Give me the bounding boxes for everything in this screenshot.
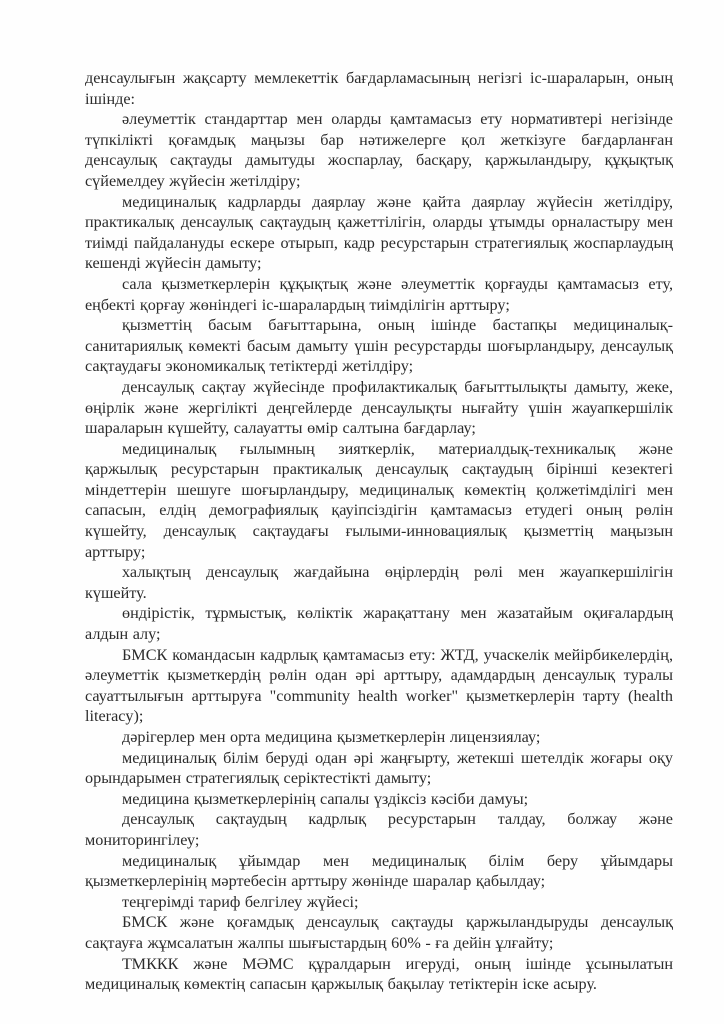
paragraph: халықтың денсаулық жағдайына өңірлердің рөлі мен жауапкершілігін күшейту. (85, 563, 673, 602)
paragraph: сала қызметкерлерін құқықтық және әлеуметтік қорғауды қамтамасыз ету, еңбекті қорғау жөніндегі іс-шаралардың тиімділігін арттыру; (85, 274, 673, 314)
paragraph: өндірістік, тұрмыстық, көліктік жарақаттану мен жазатайым оқиғалардың алдын алу; (85, 604, 673, 644)
document-text-block (85, 68, 673, 995)
paragraph: БМСК және қоғамдық денсаулық сақтауды қаржыландыруды денсаулық сақтауға жұмсалатын жалпы шығыстардың 60% - ға дейін ұлғайту; (85, 913, 673, 952)
paragraph: дәрігерлер мен орта медицина қызметкерлерін лицензиялау; (122, 728, 541, 746)
paragraph: медицина қызметкерлерінің сапалы үздіксіз кәсіби дамуы; (122, 789, 529, 808)
paragraph: әлеуметтік стандарттар мен оларды қамтамасыз ету нормативтері негізінде түпкілікті қоғамдық маңызы бар нәтижелерге қол жеткізуге бағдарланған денсаулық сақтауды дамытуды жоспарлау, басқару, қаржыландыру, құқықтық сүйемелдеу жүйесін жетілдіру; (85, 110, 673, 190)
paragraph: медициналық білім беруді одан әрі жаңғырту, жетекші шетелдік жоғары оқу орындарымен стратегиялық серіктестікті дамыту; (85, 748, 673, 788)
paragraph: денсаулығын жақсарту мемлекеттік бағдарламасының негізгі іс-шараларын, оның ішінде: (85, 69, 673, 108)
paragraph: денсаулық сақтау жүйесінде профилактикалық бағыттылықты дамыту, жеке, өңірлік және жергілікті деңгейлерде денсаулықты нығайту үшін жауапкершілік шараларын күшейту, салауатты өмір салтына бағдарлау; (85, 377, 673, 438)
paragraph: медициналық кадрларды даярлау және қайта даярлау жүйесін жетілдіру, практикалық денсаулық сақтаудың қажеттілігін, оларды ұтымды орналастыру мен тиімді пайдалануды ескере отырып, кадр ресурстарын стратегиялық жоспарлаудың кешенді жүйесін дамыту; (85, 192, 673, 273)
paragraph: медициналық ғылымның зияткерлік, материалдық-техникалық және қаржылық ресурстарын практикалық денсаулық сақтаудың бірінші кезектегі міндеттерін шешуге шоғырландыру, медициналық көмектің қолжетімділігі мен сапасын, елдің демографиялық қауіпсіздігін қамтамасыз етудегі оның рөлін күшейту, денсаулық сақтаудағы ғылыми-инновациялық қызметтің маңызын арттыру; (85, 439, 673, 561)
paragraph: қызметтің басым бағыттарына, оның ішінде бастапқы медициналық-санитариялық көмекті басым дамыту үшін ресурстарды шоғырландыру, денсаулық сақтаудағы экономикалық тетіктерді жетілдіру; (85, 316, 673, 376)
paragraph: медициналық ұйымдар мен медициналық білім беру ұйымдары қызметкерлерінің мәртебесін арттыру жөнінде шаралар қабылдау; (85, 851, 673, 891)
paragraph: денсаулық сақтаудың кадрлық ресурстарын талдау, болжау және мониторингілеу; (85, 810, 673, 849)
paragraph: ТМККК және МӘМС құралдарын игеруді, оның ішінде ұсынылатын медициналық көмектің сапасын қаржылық бақылау тетіктерін іске асыру. (85, 954, 673, 994)
paragraph: теңгерімді тариф белгілеу жүйесі; (122, 892, 359, 911)
paragraph: БМСК командасын кадрлық қамтамасыз ету: ЖТД, учаскелік мейірбикелердің, әлеуметтік қызметкердің рөлін одан әрі арттыру, адамдардың денсаулық туралы сауаттылығын арттыруға "community health worker" қызметкерлерін тарту (health literacy); (85, 645, 673, 726)
